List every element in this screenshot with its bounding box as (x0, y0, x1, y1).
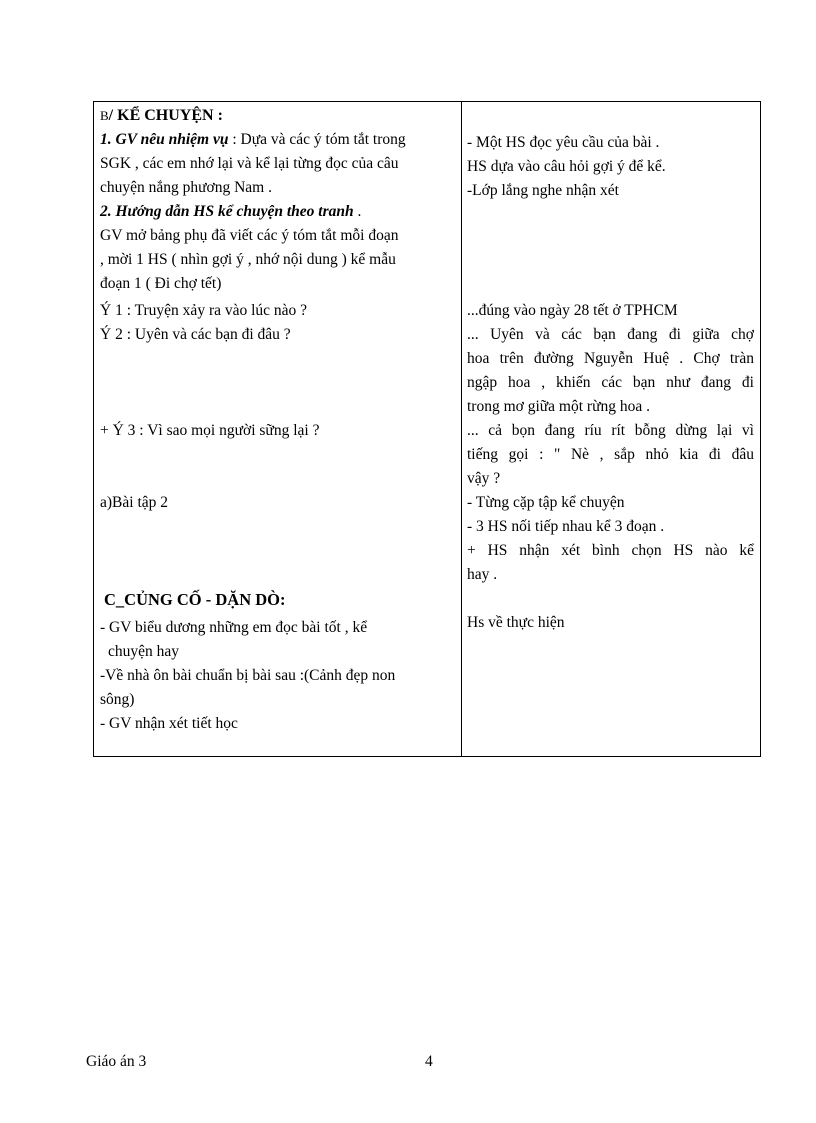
consolidation-line-1: - GV biểu dương những em đọc bài tốt , kể (100, 619, 368, 636)
section-b-heading (100, 104, 223, 128)
student-line-2: HS dựa vào câu hỏi gợi ý để kể. (467, 158, 666, 175)
answer-2-line-2: hoa trên đường Nguyễn Huệ . Chợ tràn (467, 350, 754, 367)
guide-line-1 (100, 200, 361, 224)
answer-3-line-1: ... cả bọn đang ríu rít bỗng dừng lại vì (467, 422, 754, 439)
consolidation-line-2: chuyện hay (108, 643, 180, 660)
question-2: Ý 2 : Uyên và các bạn đi đâu ? (100, 326, 291, 343)
answer-2-line-1: ... Uyên và các bạn đang đi giữa chợ (467, 326, 754, 343)
exercise-step-1: - Từng cặp tập kể chuyện (467, 494, 625, 511)
answer-3-line-2: tiếng gọi : " Nè , sắp nhỏ kia đi đâu (467, 446, 754, 463)
answer-2-line-4: trong mơ giữa một rừng hoa . (467, 398, 650, 415)
column-divider (461, 101, 462, 757)
guide-tail: . (353, 203, 362, 220)
section-c-heading: C_CỦNG CỐ - DẶN DÒ: (104, 590, 286, 609)
consolidation-line-4: sông) (100, 691, 135, 708)
student-line-1: - Một HS đọc yêu cầu của bài . (467, 134, 660, 151)
heading-letter: B (100, 108, 109, 123)
answer-3-line-3: vậy ? (467, 470, 501, 487)
footer-title: Giáo án 3 (86, 1053, 147, 1070)
task-text: : Dựa và các ý tóm tắt trong (228, 131, 406, 148)
guide-line-4: đoạn 1 ( Đi chợ tết) (100, 275, 222, 292)
guide-line-2: GV mở bảng phụ đã viết các ý tóm tắt mỗi đoạn (100, 227, 399, 244)
task-line-3: chuyện nắng phương Nam . (100, 179, 272, 196)
guide-label: 2. Hướng dẫn HS kể chuyện theo tranh (100, 203, 354, 220)
consolidation-line-3: -Về nhà ôn bài chuẩn bị bài sau :(Cảnh đẹp non (100, 667, 396, 684)
task-label: 1. GV nêu nhiệm vụ (100, 131, 229, 148)
exercise-step-2: - 3 HS nối tiếp nhau kể 3 đoạn . (467, 518, 665, 535)
question-1: Ý 1 : Truyện xảy ra vào lúc nào ? (100, 302, 308, 319)
exercise-step-3-line-2: hay . (467, 566, 498, 583)
task-line-2: SGK , các em nhớ lại và kể lại từng đọc của câu (100, 155, 399, 172)
heading-text: / KỂ CHUYỆN : (108, 107, 223, 124)
homework-note: Hs về thực hiện (467, 614, 565, 631)
question-3: + Ý 3 : Vì sao mọi người sững lại ? (100, 422, 320, 439)
exercise-step-3-line-1: + HS nhận xét bình chọn HS nào kể (467, 542, 754, 559)
answer-2-line-3: ngập hoa , khiến các bạn như đang đi (467, 374, 754, 391)
task-line-1 (100, 128, 406, 152)
guide-line-3: , mời 1 HS ( nhìn gợi ý , nhớ nội dung ) kể mẫu (100, 251, 396, 268)
answer-1: ...đúng vào ngày 28 tết ở TPHCM (467, 302, 678, 319)
page-number: 4 (425, 1053, 433, 1070)
consolidation-line-5: - GV nhận xét tiết học (100, 715, 238, 732)
student-line-3: -Lớp lắng nghe nhận xét (467, 182, 619, 199)
exercise-label: a)Bài tập 2 (100, 494, 169, 511)
